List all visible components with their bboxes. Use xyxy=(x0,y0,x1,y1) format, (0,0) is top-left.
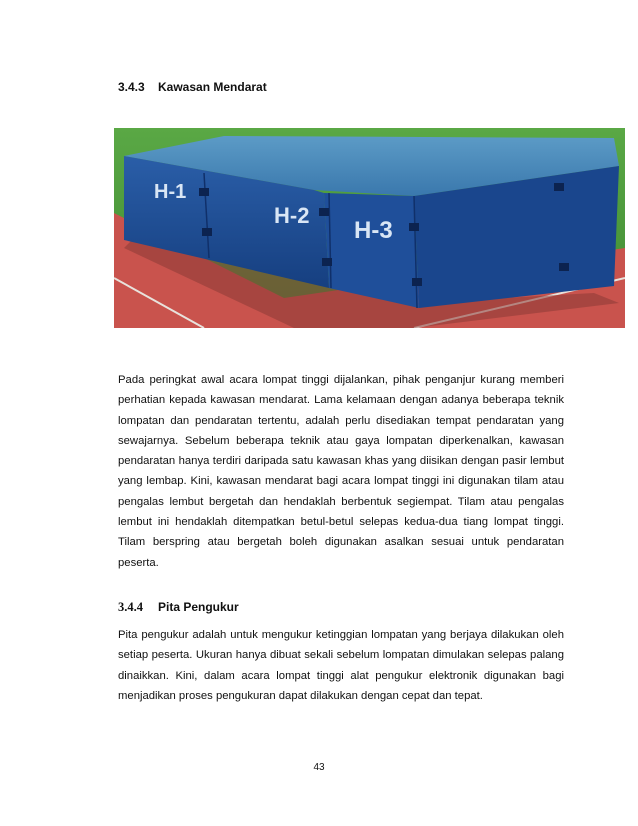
section-heading-pita-pengukur xyxy=(118,600,239,615)
page-number: 43 xyxy=(313,762,325,773)
paragraph-pita-pengukur: Pita pengukur adalah untuk mengukur ketinggian lompatan yang berjaya dilakukan oleh setiap peserta. Ukuran hanya dibuat sekali sebelum lompatan dimulakan selepas palang dinaikkan. Kini, dalam acara lompat tinggi alat pengukur elektronik digunakan bagi menjadikan proses pengukuran dapat dilakukan dengan cepat dan tepat. xyxy=(118,629,564,702)
mat-label-h2: H-2 xyxy=(274,203,310,228)
section-title: Kawasan Mendarat xyxy=(158,80,267,94)
section-heading-kawasan-mendarat xyxy=(118,80,267,94)
mat-label-h1: H-1 xyxy=(154,181,187,203)
section-number: 3.4.3 xyxy=(118,80,145,94)
mat-label-h3: H-3 xyxy=(354,217,393,244)
section-number: 3.4.4 xyxy=(118,600,143,614)
section-title: Pita Pengukur xyxy=(158,600,239,614)
landing-mat-photo xyxy=(114,128,625,328)
paragraph-kawasan-mendarat: Pada peringkat awal acara lompat tinggi dijalankan, pihak penganjur kurang memberi perhatian kepada kawasan mendarat. Lama kelamaan dengan adanya beberapa teknik lompatan dan pendaratan tertentu, adalah perlu disediakan tempat pendaratan yang sewajarnya. Sebelum beberapa teknik atau gaya lompatan diperkenalkan, kawasan pendaratan hanya terdiri daripada satu kawasan khas yang diisikan dengan pasir lembut yang lembap. Kini, kawasan mendarat bagi acara lompat tinggi ini digunakan tilam atau pengalas lembut bergetah dan hendaklah berbentuk segiempat. Tilam atau pengalas lembut ini hendaklah ditempatkan betul-betul selepas kedua-dua tiang lompat tinggi. Tilam berspring atau bergetah boleh digunakan asalkan sesuai untuk pendaratan peserta. xyxy=(118,374,564,569)
